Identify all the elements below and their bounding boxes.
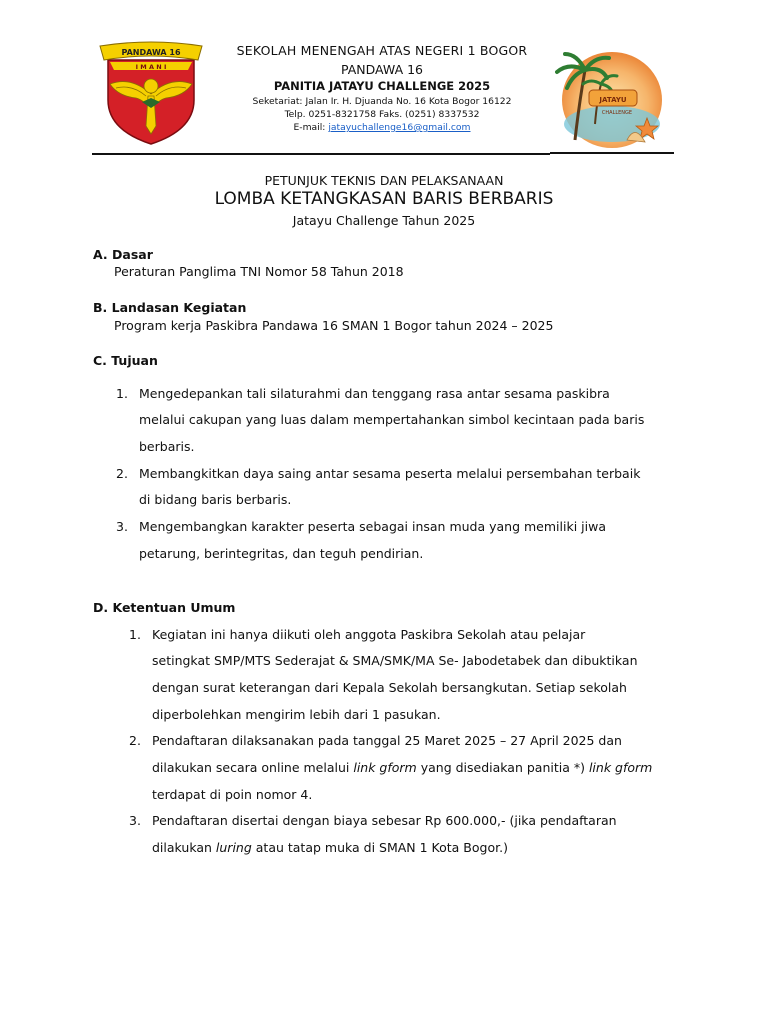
header-divider <box>92 153 550 155</box>
email-label: E-mail: <box>293 122 326 133</box>
section-a-heading: A. Dasar <box>93 247 153 262</box>
header-divider-right <box>550 152 674 154</box>
jatayu-challenge-logo <box>555 44 665 152</box>
list-item-line: Kegiatan ini hanya diikuti oleh anggota Paskibra Sekolah atau pelajar <box>152 627 586 642</box>
list-item-line: petarung, berintegritas, dan teguh pendirian. <box>139 546 424 561</box>
doc-pretitle: PETUNJUK TEKNIS DAN PELAKSANAAN <box>264 173 504 188</box>
list-item-line: Mengembangkan karakter peserta sebagai insan muda yang memiliki jiwa <box>139 519 606 534</box>
svg-text:I M A N I: I M A N I <box>135 63 167 71</box>
jatayu-logo-icon <box>555 44 665 152</box>
list-item-number: 2. <box>129 733 141 748</box>
section-c-heading: C. Tujuan <box>93 353 158 368</box>
list-item-line: Membangkitkan daya saing antar sesama peserta melalui persembahan terbaik <box>139 466 641 481</box>
text-run: yang disediakan panitia *) <box>416 760 589 775</box>
text-run-italic: link gform <box>353 760 417 775</box>
list-item-line: diperbolehkan mengirim lebih dari 1 pasukan. <box>152 707 441 722</box>
list-item-line: dengan surat keterangan dari Kepala Sekolah bersangkutan. Setiap sekolah <box>152 680 627 695</box>
list-item-number: 3. <box>116 519 128 534</box>
doc-subtitle: Jatayu Challenge Tahun 2025 <box>292 213 476 228</box>
list-item-line: di bidang baris berbaris. <box>139 492 292 507</box>
committee-name: PANITIA JATAYU CHALLENGE 2025 <box>273 79 491 93</box>
text-run: dilakukan <box>152 840 216 855</box>
svg-text:CHALLENGE: CHALLENGE <box>601 110 633 116</box>
phone: Telp. 0251-8321758 Faks. (0251) 8337532 <box>284 109 480 120</box>
list-item-line: Mengedepankan tali silaturahmi dan tenggang rasa antar sesama paskibra <box>139 386 610 401</box>
school-name: SEKOLAH MENENGAH ATAS NEGERI 1 BOGOR <box>236 43 528 58</box>
list-item-number: 3. <box>129 813 141 828</box>
unit-name: PANDAWA 16 <box>340 62 424 77</box>
text-run-italic: link gform <box>588 760 653 775</box>
list-item-line: terdapat di poin nomor 4. <box>152 787 313 802</box>
pandawa-logo <box>96 38 206 148</box>
email-line <box>200 122 564 133</box>
address: Seketariat: Jalan Ir. H. Djuanda No. 16 Kota Bogor 16122 <box>252 96 512 107</box>
list-item-number: 1. <box>116 386 128 401</box>
list-item-line: setingkat SMP/MTS Sederajat & SMA/SMK/MA Se- Jabodetabek dan dibuktikan <box>152 653 638 668</box>
pandawa-logo-icon <box>96 38 206 148</box>
list-item-line: berbaris. <box>139 439 195 454</box>
section-a-text: Peraturan Panglima TNI Nomor 58 Tahun 2018 <box>114 264 404 279</box>
text-run-italic: luring <box>215 840 252 855</box>
svg-text:PANDAWA 16: PANDAWA 16 <box>121 48 181 57</box>
list-item-number: 1. <box>129 627 141 642</box>
list-item-line: Pendaftaran dilaksanakan pada tanggal 25 Maret 2025 – 27 April 2025 dan <box>152 733 622 748</box>
section-d-heading: D. Ketentuan Umum <box>93 600 236 615</box>
list-item-line: melalui cakupan yang luas dalam mempertahankan simbol kecintaan pada baris <box>139 412 645 427</box>
section-b-heading: B. Landasan Kegiatan <box>93 300 247 315</box>
list-item-line <box>152 760 652 775</box>
list-item-number: 2. <box>116 466 128 481</box>
list-item-line: Pendaftaran disertai dengan biaya sebesar Rp 600.000,- (jika pendaftaran <box>152 813 617 828</box>
doc-title: LOMBA KETANGKASAN BARIS BERBARIS <box>214 189 554 209</box>
list-item-line <box>152 840 508 855</box>
text-run: dilakukan secara online melalui <box>152 760 354 775</box>
email-link[interactable]: jatayuchallenge16@gmail.com <box>328 122 471 133</box>
svg-text:JATAYU: JATAYU <box>599 96 627 104</box>
text-run: atau tatap muka di SMAN 1 Kota Bogor.) <box>251 840 508 855</box>
section-b-text: Program kerja Paskibra Pandawa 16 SMAN 1 Bogor tahun 2024 – 2025 <box>114 318 554 333</box>
